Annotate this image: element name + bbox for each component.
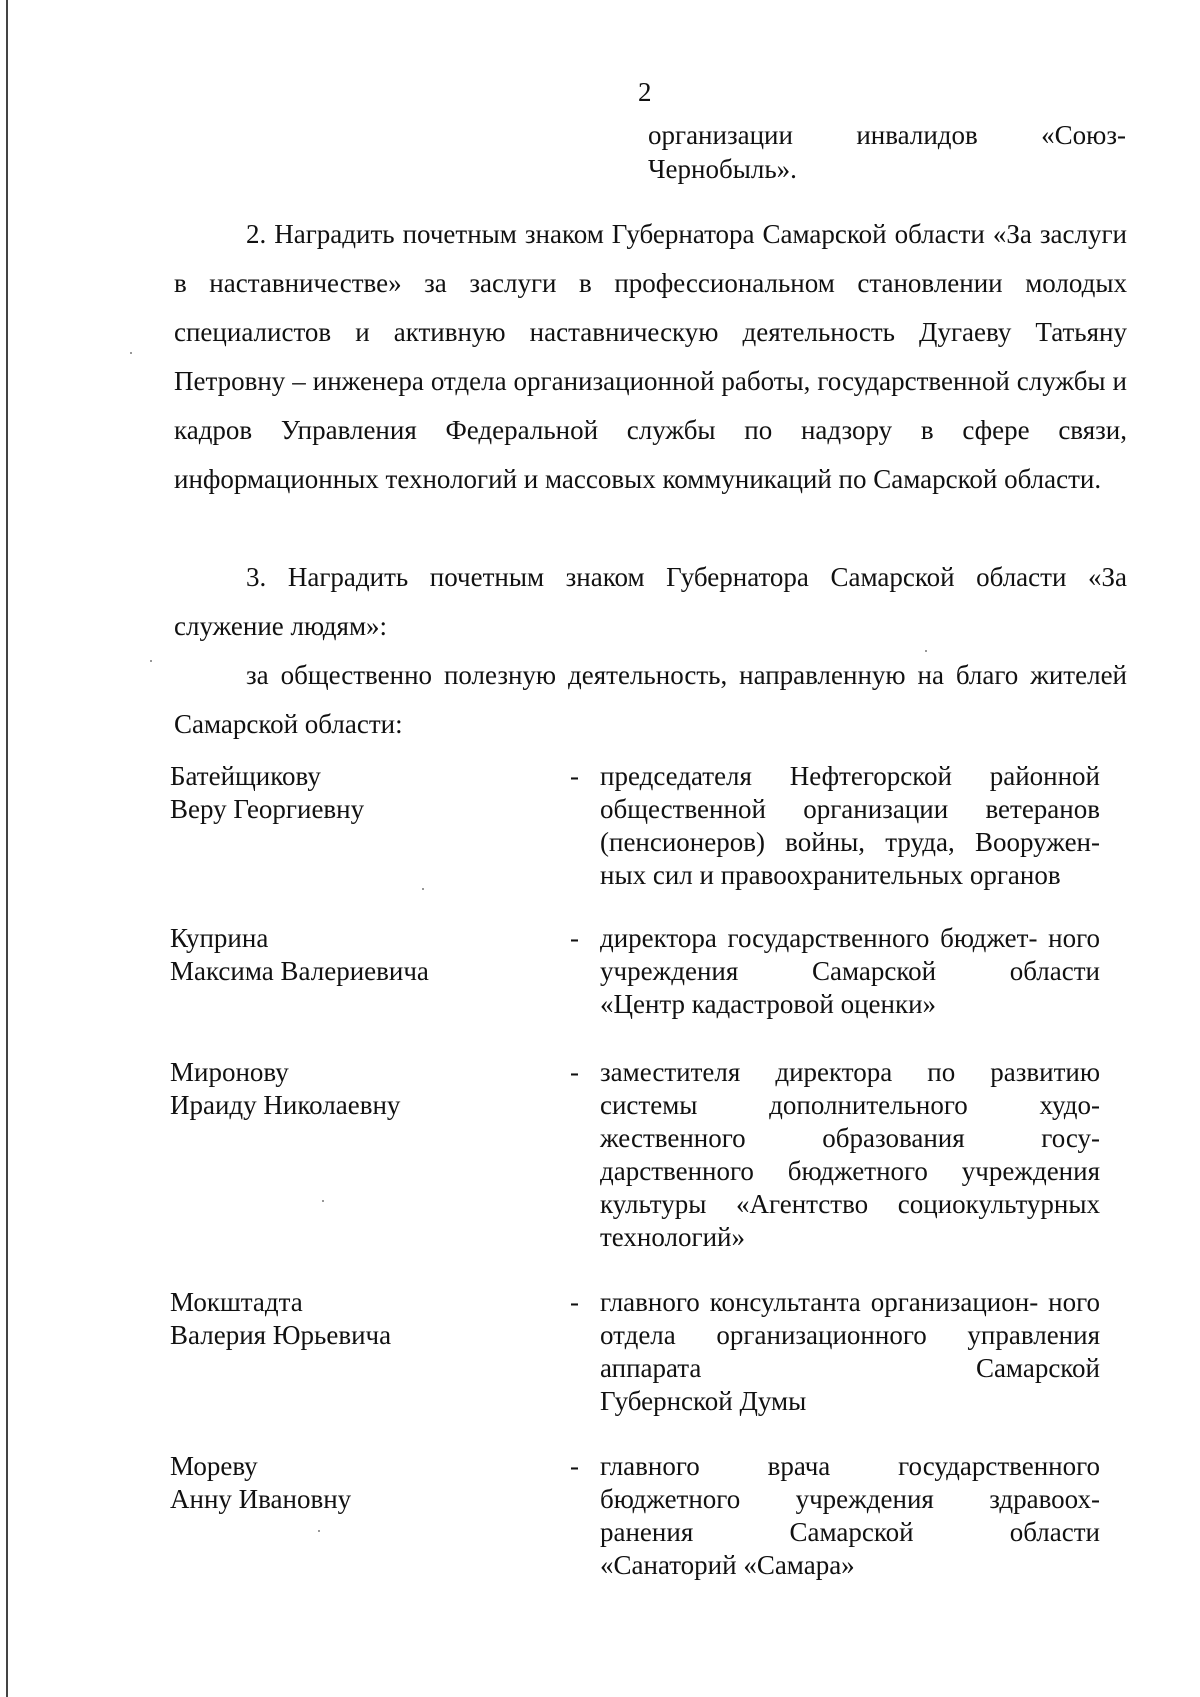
- scan-speck: [130, 352, 132, 354]
- entry-dash: -: [570, 761, 579, 791]
- page-number: 2: [638, 77, 652, 107]
- continued-text-line-1: [648, 118, 1126, 152]
- awardee-name: Куприна Максима Валериевича: [170, 923, 429, 986]
- continued-word: организации: [648, 120, 793, 150]
- awardee-position: заместителя директора по развитию системы дополнительного худо- жественного образования госу- дарственного бюджетного учреждения культуры «Агентство социокультурных технологий»: [600, 1057, 1100, 1252]
- continued-word: инвалидов: [856, 120, 978, 150]
- continued-text: [648, 118, 1126, 186]
- awardee-name: Миронову Ираиду Николаевну: [170, 1057, 401, 1120]
- awardee-name: Мореву Анну Ивановну: [170, 1451, 352, 1514]
- awardee-position: главного врача государственного бюджетного учреждения здравоох- ранения Самарской области «Санаторий «Самара»: [600, 1451, 1100, 1580]
- scan-speck: [925, 650, 927, 652]
- paragraph-award-service: 3. Наградить почетным знаком Губернатора Самарской области «За служение людям»:: [174, 562, 1127, 641]
- awardee-name: Батейщикову Веру Георгиевну: [170, 761, 365, 824]
- paragraph-award-reason: за общественно полезную деятельность, направленную на благо жителей Самарской области:: [174, 660, 1127, 739]
- scan-edge-line: [6, 0, 8, 1697]
- entry-dash: -: [570, 1287, 579, 1317]
- scan-speck: [150, 660, 152, 662]
- awardee-name: Мокштадта Валерия Юрьевича: [170, 1287, 392, 1350]
- awardee-position: председателя Нефтегорской районной общественной организации ветеранов (пенсионеров) войны, труда, Вооружен- ных сил и правоохранительных органов: [600, 761, 1100, 890]
- awardee-position: главного консультанта организацион- ного отдела организационного управления аппарата Самарской Губернской Думы: [600, 1287, 1100, 1416]
- scan-speck: [318, 1530, 320, 1532]
- entry-dash: -: [570, 1057, 579, 1087]
- entry-dash: -: [570, 923, 579, 953]
- scan-speck: [322, 1200, 324, 1202]
- scan-speck: [422, 888, 424, 890]
- awardee-position: директора государственного бюджет- ного учреждения Самарской области «Центр кадастровой оценки»: [600, 923, 1100, 1019]
- continued-word: «Союз-: [1041, 120, 1126, 150]
- paragraph-award-mentorship: 2. Наградить почетным знаком Губернатора Самарской области «За заслуги в наставничестве» за заслуги в профессиональном становлении молодых специалистов и активную наставническую деятельность Дугаеву Татьяну Петровну – инженера отдела организационной работы, государственной службы и кадров Управления Федеральной службы по надзору в сфере связи, информационных технологий и массовых коммуникаций по Самарской области.: [174, 219, 1127, 494]
- continued-text-line-2: Чернобыль».: [648, 154, 797, 184]
- entry-dash: -: [570, 1451, 579, 1481]
